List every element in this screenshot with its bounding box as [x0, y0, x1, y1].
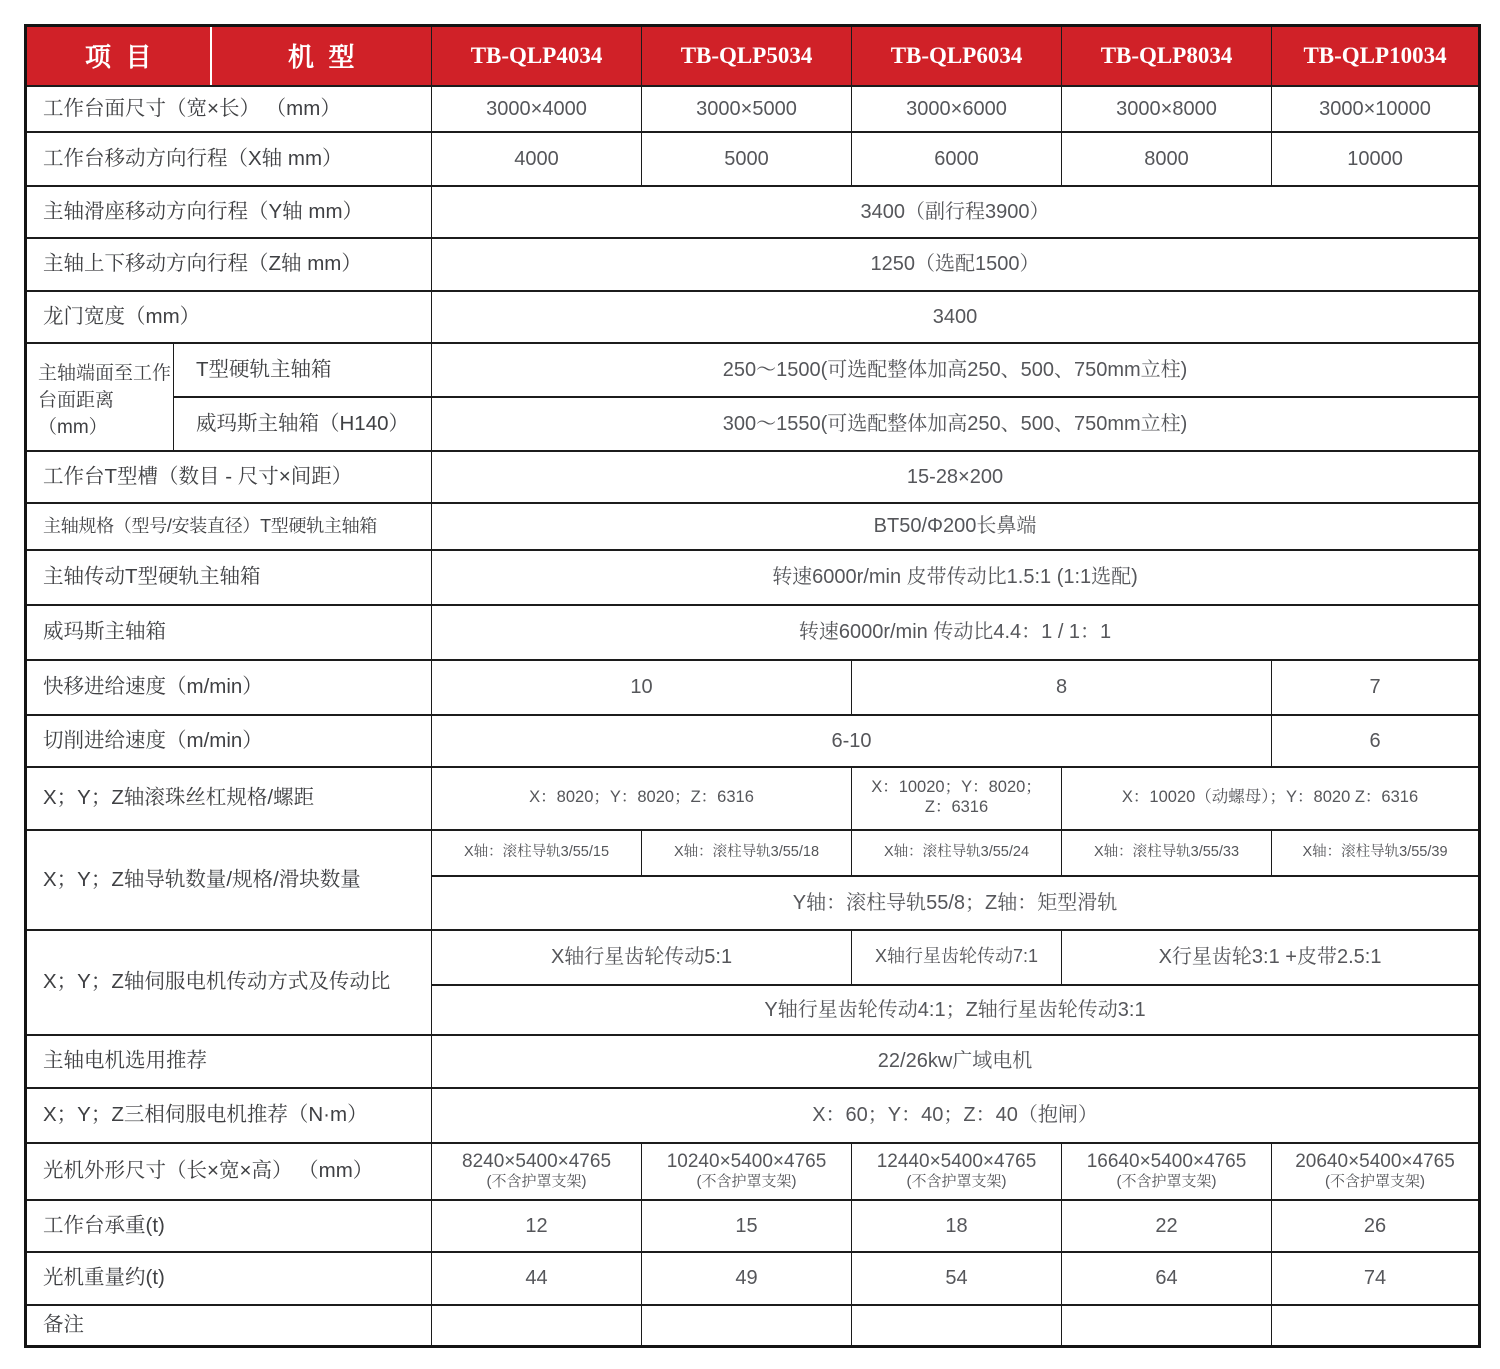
- row-label: 威玛斯主轴箱: [26, 605, 432, 660]
- cell-value: 3000×5000: [642, 86, 852, 132]
- cell-value: X：60；Y：40；Z：40（抱闸）: [432, 1088, 1480, 1143]
- row-cutting-feed: [26, 715, 1480, 767]
- header-row: [26, 26, 1480, 86]
- sub-label-t-headstock: T型硬轨主轴箱: [174, 343, 432, 397]
- label-line-2: 台面距离（mm）: [38, 389, 115, 438]
- row-guideway-x: [26, 830, 1480, 876]
- cell-value: X轴：滚柱导轨3/55/24: [852, 830, 1062, 876]
- row-label: X；Y；Z三相伺服电机推荐（N·m）: [26, 1088, 432, 1143]
- cell-value: X轴行星齿轮传动5:1: [432, 930, 852, 985]
- cell-value: 转速6000r/min 传动比4.4：1 / 1：1: [432, 605, 1480, 660]
- row-worktable-size: [26, 86, 1480, 132]
- cell-value: 10: [432, 660, 852, 715]
- label-line-1: 主轴端面至工作: [38, 362, 172, 384]
- header-model-tbqlp10034: TB-QLP10034: [1272, 26, 1480, 86]
- cell-empty: [432, 1305, 642, 1347]
- dimension-value: 10240×5400×4765: [666, 1150, 827, 1172]
- dimension-note: (不含护罩支架): [696, 1172, 797, 1190]
- row-z-travel: [26, 238, 1480, 291]
- row-t-slot: [26, 451, 1480, 503]
- cell-value: 1250（选配1500）: [432, 238, 1480, 291]
- cell-value: 10000: [1272, 132, 1480, 186]
- dimension-value: 16640×5400×4765: [1086, 1150, 1247, 1172]
- row-label: 工作台移动方向行程（X轴 mm）: [26, 132, 432, 186]
- row-label: 主轴滑座移动方向行程（Y轴 mm）: [26, 186, 432, 238]
- cell-value: 3000×8000: [1062, 86, 1272, 132]
- cell-value: BT50/Φ200长鼻端: [432, 503, 1480, 550]
- row-label-guideway: X；Y；Z轴导轨数量/规格/滑块数量: [26, 830, 432, 930]
- cell-value: 3000×6000: [852, 86, 1062, 132]
- row-table-load: [26, 1200, 1480, 1252]
- row-label-spindle-distance: [26, 343, 174, 451]
- cell-value: 3000×4000: [432, 86, 642, 132]
- cell-value: X轴：滚柱导轨3/55/39: [1272, 830, 1480, 876]
- row-servo-motor: [26, 1088, 1480, 1143]
- row-machine-weight: [26, 1252, 1480, 1305]
- cell-empty: [642, 1305, 852, 1347]
- dimension-note: (不含护罩支架): [1116, 1172, 1217, 1190]
- cell-value: 8: [852, 660, 1272, 715]
- row-dimensions: [26, 1143, 1480, 1200]
- cell-value: 6000: [852, 132, 1062, 186]
- cell-value: X轴：滚柱导轨3/55/33: [1062, 830, 1272, 876]
- cell-value: 4000: [432, 132, 642, 186]
- cell-value: X：10020（动螺母）；Y：8020 Z：6316: [1062, 767, 1480, 830]
- header-model-label: 机 型: [211, 26, 432, 86]
- cell-value: Y轴行星齿轮传动4:1；Z轴行星齿轮传动3:1: [432, 985, 1480, 1035]
- cell-value: X轴：滚柱导轨3/55/15: [432, 830, 642, 876]
- header-item-label: 项 目: [26, 26, 211, 86]
- cell-value: 6: [1272, 715, 1480, 767]
- cell-value: [432, 1143, 642, 1200]
- row-label: 主轴上下移动方向行程（Z轴 mm）: [26, 238, 432, 291]
- cell-value: Y轴：滚柱导轨55/8；Z轴：矩型滑轨: [432, 876, 1480, 930]
- cell-value: 22: [1062, 1200, 1272, 1252]
- row-weimas-headstock: [26, 605, 1480, 660]
- row-label: 光机重量约(t): [26, 1252, 432, 1305]
- cell-value: 300～1550(可选配整体加高250、500、750mm立柱): [432, 397, 1480, 451]
- cell-value: 64: [1062, 1252, 1272, 1305]
- row-servo-drive-x: [26, 930, 1480, 985]
- cell-value: 26: [1272, 1200, 1480, 1252]
- row-spindle-spec: [26, 503, 1480, 550]
- dimension-note: (不含护罩支架): [906, 1172, 1007, 1190]
- row-label: 工作台T型槽（数目 - 尺寸×间距）: [26, 451, 432, 503]
- row-x-travel: [26, 132, 1480, 186]
- cell-value: X轴行星齿轮传动7:1: [852, 930, 1062, 985]
- cell-empty: [1272, 1305, 1480, 1347]
- row-label: 工作台承重(t): [26, 1200, 432, 1252]
- spec-sheet: [24, 24, 1481, 1348]
- row-spindle-drive-t: [26, 550, 1480, 605]
- row-label: 快移进给速度（m/min）: [26, 660, 432, 715]
- dimension-value: 12440×5400×4765: [876, 1150, 1037, 1172]
- cell-value: 74: [1272, 1252, 1480, 1305]
- row-rapid-feed: [26, 660, 1480, 715]
- cell-value: [642, 1143, 852, 1200]
- sub-label-weimas-headstock: 威玛斯主轴箱（H140）: [174, 397, 432, 451]
- cell-value: 7: [1272, 660, 1480, 715]
- cell-value: 8000: [1062, 132, 1272, 186]
- row-label: 切削进给速度（m/min）: [26, 715, 432, 767]
- row-label: 主轴电机选用推荐: [26, 1035, 432, 1088]
- row-gantry-width: [26, 291, 1480, 343]
- row-remark: [26, 1305, 1480, 1347]
- header-model-tbqlp6034: TB-QLP6034: [852, 26, 1062, 86]
- cell-value: X：10020；Y：8020；Z：6316: [852, 767, 1062, 830]
- cell-value: 44: [432, 1252, 642, 1305]
- cell-value: 15-28×200: [432, 451, 1480, 503]
- cell-value: 250～1500(可选配整体加高250、500、750mm立柱): [432, 343, 1480, 397]
- header-model-tbqlp5034: TB-QLP5034: [642, 26, 852, 86]
- row-label: 龙门宽度（mm）: [26, 291, 432, 343]
- cell-value: [1272, 1143, 1480, 1200]
- cell-value: X：8020；Y：8020；Z：6316: [432, 767, 852, 830]
- row-spindle-distance-2: [26, 397, 1480, 451]
- row-label: 光机外形尺寸（长×宽×高） （mm）: [26, 1143, 432, 1200]
- row-label: 主轴传动T型硬轨主轴箱: [26, 550, 432, 605]
- row-spindle-motor: [26, 1035, 1480, 1088]
- header-model-tbqlp4034: TB-QLP4034: [432, 26, 642, 86]
- spec-table: [24, 24, 1481, 1348]
- dimension-note: (不含护罩支架): [1325, 1172, 1426, 1190]
- cell-value: 3000×10000: [1272, 86, 1480, 132]
- cell-value: 18: [852, 1200, 1062, 1252]
- cell-value: 49: [642, 1252, 852, 1305]
- row-y-travel: [26, 186, 1480, 238]
- cell-value: 15: [642, 1200, 852, 1252]
- cell-empty: [852, 1305, 1062, 1347]
- cell-value: 6-10: [432, 715, 1272, 767]
- row-label: 工作台面尺寸（宽×长） （mm）: [26, 86, 432, 132]
- dimension-value: 8240×5400×4765: [462, 1150, 612, 1172]
- row-label: 主轴规格（型号/安装直径）T型硬轨主轴箱: [26, 503, 432, 550]
- cell-value: 转速6000r/min 皮带传动比1.5:1 (1:1选配): [432, 550, 1480, 605]
- cell-value: [1062, 1143, 1272, 1200]
- cell-empty: [1062, 1305, 1272, 1347]
- row-ballscrew: [26, 767, 1480, 830]
- row-label-servo-drive: X；Y；Z轴伺服电机传动方式及传动比: [26, 930, 432, 1035]
- dimension-note: (不含护罩支架): [486, 1172, 587, 1190]
- dimension-value: 20640×5400×4765: [1295, 1150, 1455, 1172]
- cell-value: 3400（副行程3900）: [432, 186, 1480, 238]
- row-label: X；Y；Z轴滚珠丝杠规格/螺距: [26, 767, 432, 830]
- cell-value: 54: [852, 1252, 1062, 1305]
- header-model-tbqlp8034: TB-QLP8034: [1062, 26, 1272, 86]
- cell-value: 3400: [432, 291, 1480, 343]
- cell-value: 5000: [642, 132, 852, 186]
- cell-value: X轴：滚柱导轨3/55/18: [642, 830, 852, 876]
- cell-value: [852, 1143, 1062, 1200]
- cell-value: X行星齿轮3:1 +皮带2.5:1: [1062, 930, 1480, 985]
- cell-value: 22/26kw广域电机: [432, 1035, 1480, 1088]
- row-spindle-distance-1: [26, 343, 1480, 397]
- row-label: 备注: [26, 1305, 432, 1347]
- cell-value: 12: [432, 1200, 642, 1252]
